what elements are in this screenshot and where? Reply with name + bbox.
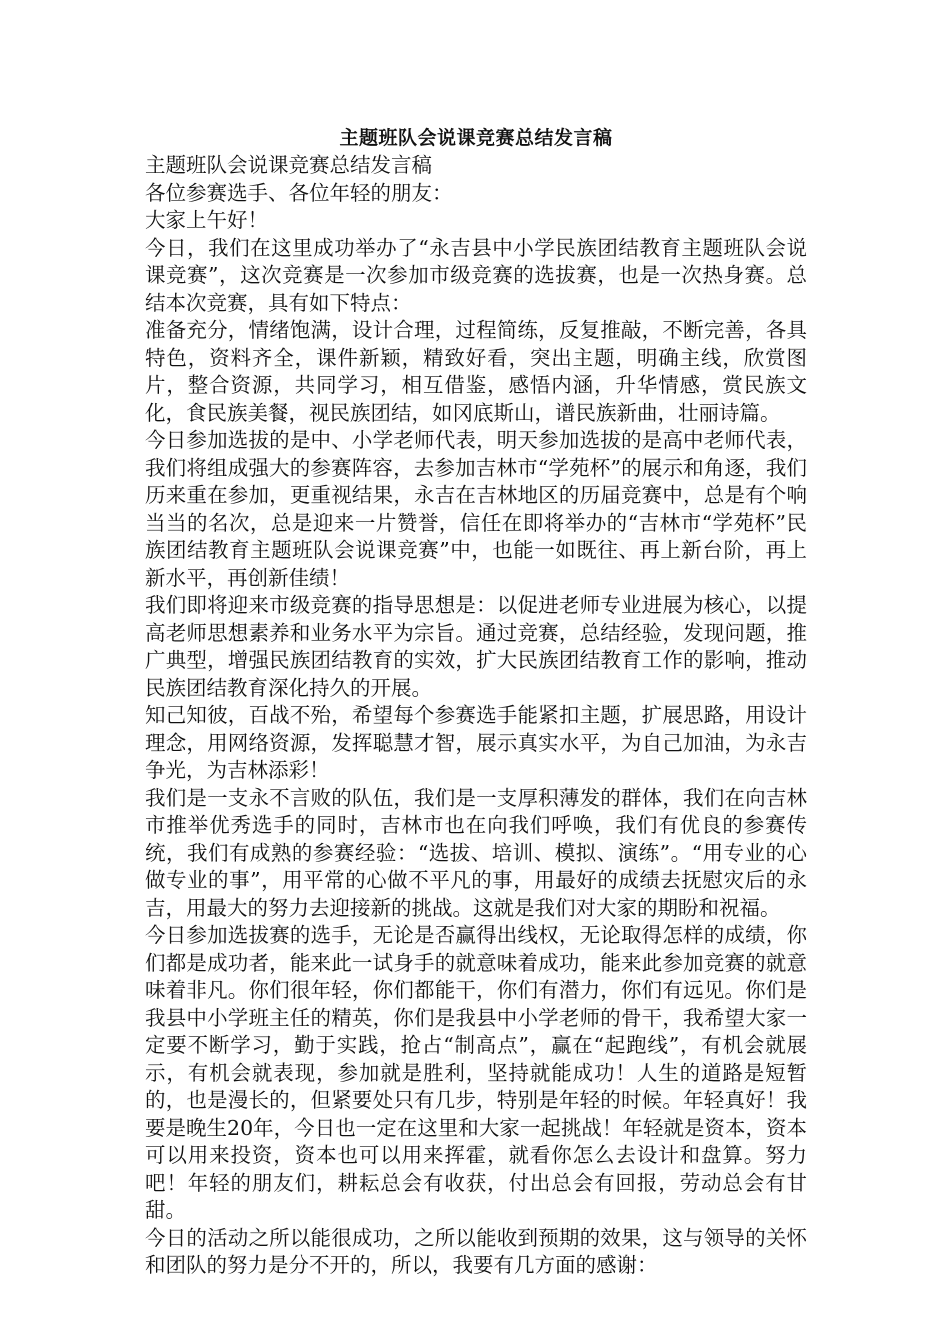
paragraph-guiding-idea: 我们即将迎来市级竞赛的指导思想是：以促进老师专业进展为核心，以提高老师思想素养和业务水平为宗旨。通过竞赛，总结经验，发现问题，推广典型，增强民族团结教育的实效，扩大民族团结教育工作的影响，推动民族团结教育深化持久的开展。 bbox=[145, 593, 807, 700]
document-title: 主题班队会说课竞赛总结发言稿 bbox=[339, 127, 613, 149]
paragraph-selection: 今日参加选拔的是中、小学老师代表，明天参加选拔的是高中老师代表，我们将组成强大的参赛阵容，去参加吉林市“学苑杯”的展示和角逐，我们历来重在参加，更重视结果，永吉在吉林地区的历届竞赛中，总是有个响当当的名次，总是迎来一片赞誉，信任在即将举办的“吉林市“学苑杯”民族团结教育主题班队会说课竞赛”中，也能一如既往、再上新台阶，再上新水平，再创新佳绩！ bbox=[145, 428, 807, 590]
paragraph-encouragement: 知己知彼，百战不殆，希望每个参赛选手能紧扣主题，扩展思路，用设计理念，用网络资源，发挥聪慧才智，展示真实水平，为自己加油，为永吉争光，为吉林添彩！ bbox=[145, 703, 807, 782]
document-page bbox=[145, 124, 807, 1280]
paragraph-features: 准备充分，情绪饱满，设计合理，过程简练，反复推敲，不断完善，各具特色，资料齐全，课件新颖，精致好看，突出主题，明确主线，欣赏图片，整合资源，共同学习，相互借鉴，感悟内涵，升华情感，赏民族文化，食民族美餐，视民族团结，如冈底斯山，谱民族新曲，壮丽诗篇。 bbox=[145, 318, 807, 425]
paragraph-contestants: 今日参加选拔赛的选手，无论是否赢得出线权，无论取得怎样的成绩，你们都是成功者，能来此一试身手的就意味着成功，能来此参加竞赛的就意味着非凡。你们很年轻，你们都能干，你们有潜力，你们有远见。你们是我县中小学班主任的精英，你们是我县中小学老师的骨干，我希望大家一定要不断学习，勤于实践，抢占“制高点”，赢在“起跑线”，有机会就展示，有机会就表现，参加就是胜利，坚持就能成功！人生的道路是短暂的，也是漫长的，但紧要处只有几步，特别是年轻的时候。年轻真好！我要是晚生20年，今日也一定在这里和大家一起挑战！年轻就是资本，资本可以用来投资，资本也可以用来挥霍，就看你怎么去设计和盘算。努力吧！年轻的朋友们，耕耘总会有收获，付出总会有回报，劳动总会有甘甜。 bbox=[145, 923, 807, 1222]
paragraph-heading-repeat: 主题班队会说课竞赛总结发言稿 bbox=[145, 153, 432, 177]
paragraph-introduction: 今日，我们在这里成功举办了“永吉县中小学民族团结教育主题班队会说课竞赛”，这次竞赛是一次参加市级竞赛的选拔赛，也是一次热身赛。总结本次竞赛，具有如下特点： bbox=[145, 235, 807, 315]
paragraph-salutation: 各位参赛选手、各位年轻的朋友： bbox=[145, 180, 453, 205]
paragraph-thanks: 今日的活动之所以能很成功，之所以能收到预期的效果，这与领导的关怀和团队的努力是分不开的，所以，我要有几方面的感谢： bbox=[145, 1225, 807, 1277]
paragraph-greeting: 大家上午好！ bbox=[145, 208, 268, 232]
paragraph-team: 我们是一支永不言败的队伍，我们是一支厚积薄发的群体，我们在向吉林市推举优秀选手的同时，吉林市也在向我们呼唤，我们有优良的参赛传统，我们有成熟的参赛经验：“选拔、培训、模拟、演练”。“用专业的心做专业的事”，用平常的心做不平凡的事，用最好的成绩去抚慰灾后的永吉，用最大的努力去迎接新的挑战。这就是我们对大家的期盼和祝福。 bbox=[145, 785, 807, 920]
